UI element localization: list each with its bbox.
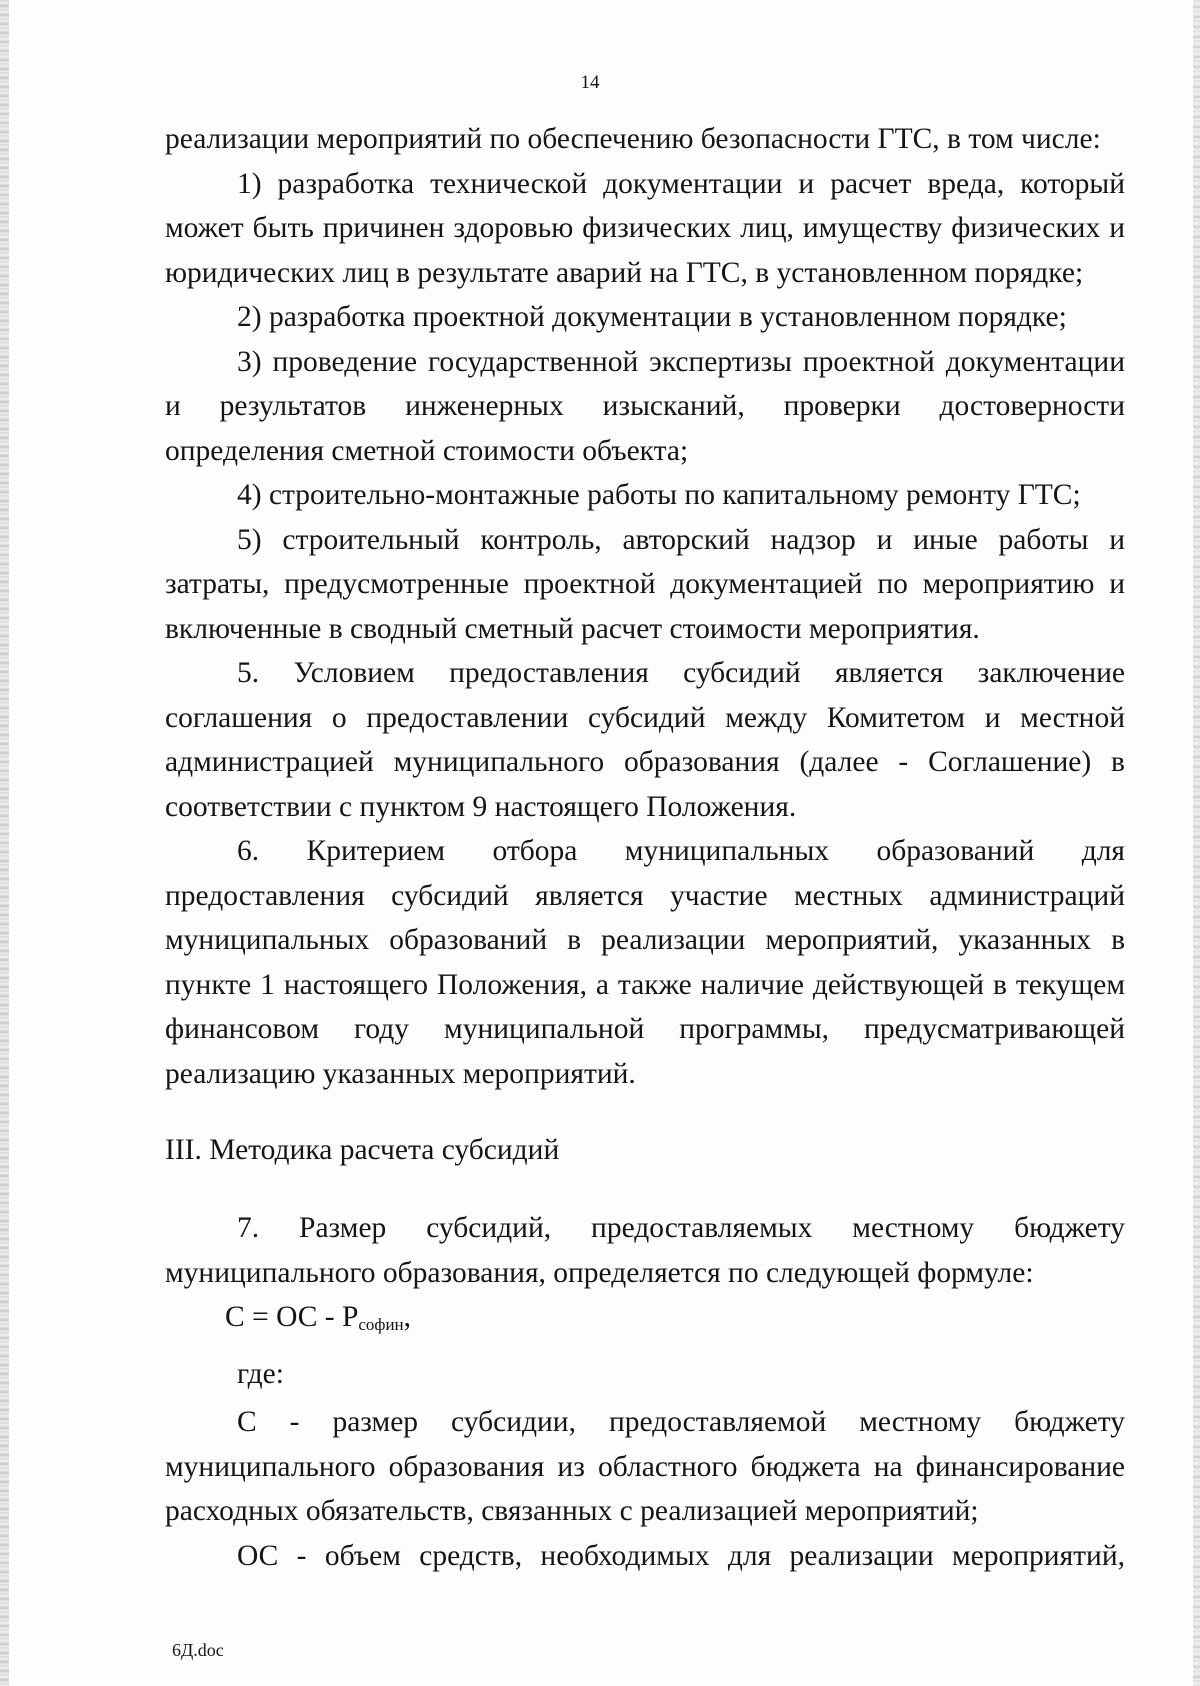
list-item-2: 2) разработка проектной документации в установленном порядке; bbox=[237, 301, 1067, 333]
formula bbox=[165, 1295, 1125, 1348]
where-label: где: bbox=[237, 1357, 284, 1390]
list-item-5: 5) строительный контроль, авторский надзор и иные работы и затраты, предусмотренные проектной документацией по мероприятию и включенные в сводный сметный расчет стоимости мероприятия. bbox=[165, 523, 1125, 645]
list-item-1: 1) разработка технической документации и расчет вреда, который может быть причинен здоровью физических лиц, имуществу физических и юридических лиц в результате аварий на ГТС, в установленном порядке; bbox=[165, 167, 1125, 289]
clause-6: 6. Критерием отбора муниципальных образований для предоставления субсидий является участие местных администраций муниципальных образований в реализации мероприятий, указанных в пункте 1 настоящего Положения, а также наличие действующей в текущем финансовом году муниципальной программы, предусматривающей реализацию указанных мероприятий. bbox=[165, 835, 1125, 1090]
list-item-3: 3) проведение государственной экспертизы проектной документации и результатов инженерных изысканий, проверки достоверности определения сметной стоимости объекта; bbox=[165, 345, 1125, 467]
scan-edge-right bbox=[1193, 0, 1200, 1686]
document-body bbox=[165, 117, 1125, 1578]
clause-7: 7. Размер субсидий, предоставляемых местному бюджету муниципального образования, определяется по следующей формуле: bbox=[165, 1212, 1125, 1289]
formula-trail: , bbox=[403, 1301, 412, 1333]
formula-main: С = ОС - Р bbox=[225, 1301, 359, 1333]
scan-edge-left bbox=[0, 0, 9, 1686]
page-number: 14 bbox=[580, 72, 600, 93]
definition-c: С - размер субсидии, предоставляемой местному бюджету муниципального образования из областного бюджета на финансирование расходных обязательств, связанных с реализацией мероприятий; bbox=[165, 1406, 1125, 1527]
list-item-4: 4) строительно-монтажные работы по капитальному ремонту ГТС; bbox=[237, 479, 1081, 511]
definition-os: ОС - объем средств, необходимых для реализации мероприятий, bbox=[237, 1539, 1125, 1572]
footer-filename: 6Д.doc bbox=[172, 1640, 224, 1660]
clause-5: 5. Условием предоставления субсидий является заключение соглашения о предоставлении субсидий между Комитетом и местной администрацией муниципального образования (далее - Соглашение) в соответствии с пунктом 9 настоящего Положения. bbox=[165, 657, 1125, 823]
formula-subscript: софин bbox=[358, 1315, 404, 1334]
section-heading: III. Методика расчета субсидий bbox=[165, 1134, 560, 1166]
paragraph-continuation: реализации мероприятий по обеспечению безопасности ГТС, в том числе: bbox=[165, 123, 1101, 155]
